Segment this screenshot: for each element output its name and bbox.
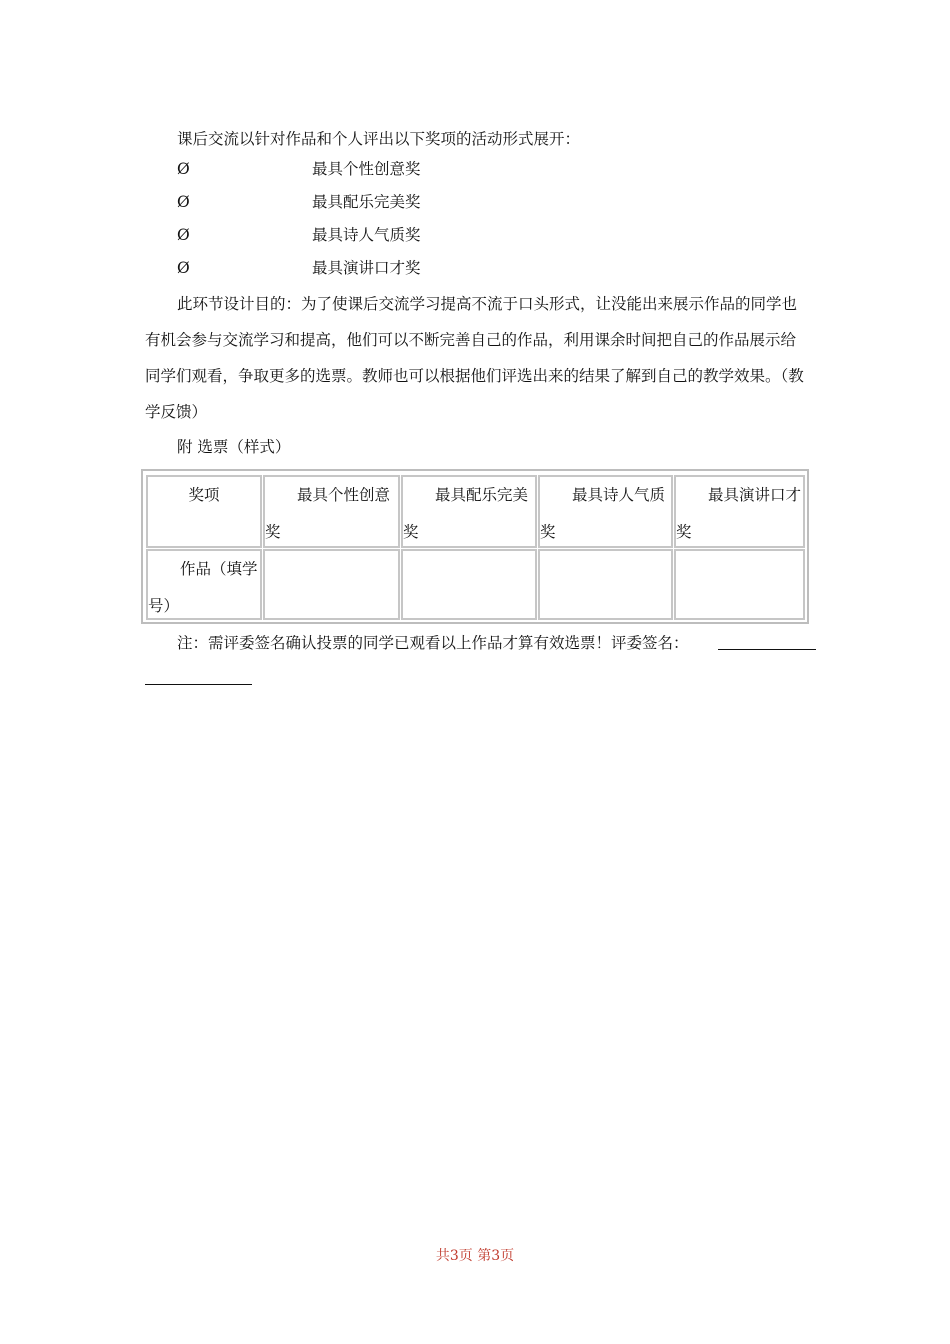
column-header: 最具个性创意奖 <box>265 486 391 541</box>
purpose-paragraph: 此环节设计目的：为了使课后交流学习提高不流于口头形式，让没能出来展示作品的同学也有机会参与交流学习和提高，他们可以不断完善自己的作品，利用课余时间把自己的作品展示给同学们观看，争取更多的选票。教师也可以根据他们评选出来的结果了解到自己的教学效果。（教学反馈） <box>145 295 804 421</box>
vote-cell[interactable] <box>263 549 400 620</box>
award-name: 最具配乐完美奖 <box>312 193 421 211</box>
signature-note: 注：需评委签名确认投票的同学已观看以上作品才算有效选票！评委签名： <box>177 634 689 652</box>
signature-line-continued[interactable] <box>145 684 252 685</box>
intro-paragraph: 课后交流以针对作品和个人评出以下奖项的活动形式展开： <box>177 130 581 148</box>
award-name: 最具诗人气质奖 <box>312 226 421 244</box>
header-label: 奖项 <box>188 486 220 504</box>
award-name: 最具演讲口才奖 <box>312 259 421 277</box>
bullet-symbol: Ø <box>177 193 190 211</box>
attachment-title: 附 选票（样式） <box>177 438 291 456</box>
column-header-cell <box>538 475 673 548</box>
award-item <box>177 252 577 285</box>
ballot-table <box>141 469 809 624</box>
vote-cell[interactable] <box>401 549 537 620</box>
row-label: 作品（填学号） <box>148 560 258 615</box>
signature-line[interactable] <box>718 649 816 650</box>
column-header: 最具配乐完美奖 <box>403 486 529 541</box>
bullet-symbol: Ø <box>177 160 190 178</box>
row-label-cell <box>146 549 262 620</box>
column-header-cell <box>401 475 537 548</box>
column-header: 最具演讲口才奖 <box>676 486 802 541</box>
column-header: 最具诗人气质奖 <box>540 486 666 541</box>
column-header-cell <box>674 475 805 548</box>
award-name: 最具个性创意奖 <box>312 160 421 178</box>
bullet-symbol: Ø <box>177 226 190 244</box>
award-item <box>177 153 577 186</box>
page-footer: 共3页 第3页 <box>435 1248 515 1264</box>
vote-cell[interactable] <box>538 549 673 620</box>
bullet-symbol: Ø <box>177 259 190 277</box>
column-header-cell <box>263 475 400 548</box>
header-label-cell <box>146 475 262 548</box>
award-item <box>177 219 577 252</box>
vote-cell[interactable] <box>674 549 805 620</box>
award-item <box>177 186 577 219</box>
